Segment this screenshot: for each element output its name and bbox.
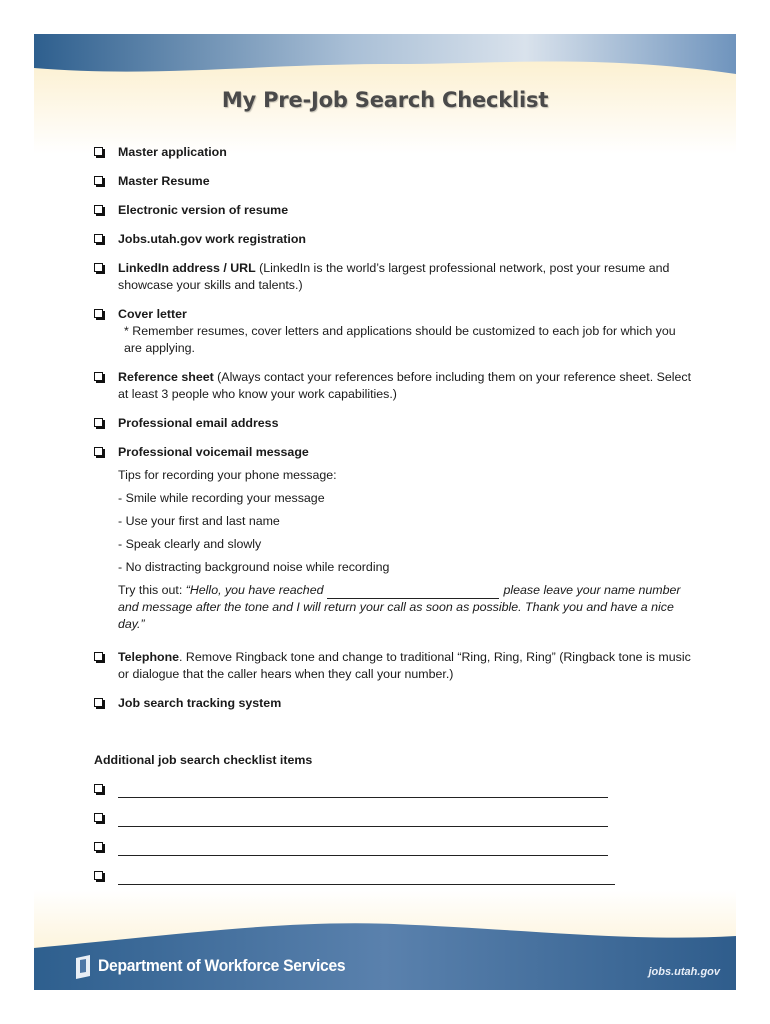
blank-line[interactable]: [118, 785, 608, 798]
name-blank: [327, 586, 499, 599]
checkbox-icon[interactable]: [94, 176, 103, 185]
additional-items-heading: Additional job search checklist items: [94, 753, 313, 767]
checkbox-icon[interactable]: [94, 418, 103, 427]
checklist-item-linkedin[interactable]: LinkedIn address / URL (LinkedIn is the world’s largest professional network, post your resume and showcase your skills and talents.): [94, 260, 694, 294]
checklist-item-work-registration[interactable]: Jobs.utah.gov work registration: [94, 231, 694, 248]
checklist-item-telephone[interactable]: Telephone. Remove Ringback tone and change to traditional “Ring, Ring, Ring” (Ringback tone is music or dialogue that the caller hears when they call your number.): [94, 649, 694, 683]
voicemail-tip: - Smile while recording your message: [118, 491, 325, 505]
checklist-item-email[interactable]: Professional email address: [94, 415, 694, 432]
page-title: My Pre-Job Search Checklist: [221, 88, 549, 112]
checklist-item-tracking-system[interactable]: Job search tracking system: [94, 695, 694, 712]
blank-line[interactable]: [118, 843, 608, 856]
checkbox-icon[interactable]: [94, 372, 103, 381]
checkbox-icon[interactable]: [94, 447, 103, 456]
checkbox-icon[interactable]: [94, 309, 103, 318]
checkbox-icon[interactable]: [94, 871, 103, 880]
checklist-page: [34, 34, 736, 990]
checklist-item-voicemail[interactable]: Professional voicemail message Tips for recording your phone message: - Smile while recording your message - Use your first and last name - Speak clearly and slowly - No distracting background noise while recording Try this out: “Hello, you have reached please leave your name number and message after the tone and I will return your call as soon as possible. Thank you and have a nice day.”: [94, 444, 694, 633]
checkbox-icon[interactable]: [94, 842, 103, 851]
voicemail-tip: - Speak clearly and slowly: [118, 537, 262, 551]
dws-logo-icon: [74, 954, 92, 980]
checkbox-icon[interactable]: [94, 205, 103, 214]
voicemail-tip: - Use your first and last name: [118, 514, 280, 528]
checklist-item-master-application[interactable]: Master application: [94, 144, 694, 161]
checklist-item-electronic-resume[interactable]: Electronic version of resume: [94, 202, 694, 219]
blank-line[interactable]: [118, 814, 608, 827]
blank-line[interactable]: [118, 872, 615, 885]
checkbox-icon[interactable]: [94, 652, 103, 661]
voicemail-script: Try this out: “Hello, you have reached please leave your name number and message after the tone and I will return your call as soon as possible. Thank you and have a nice day.”: [118, 583, 681, 631]
footer-site-link[interactable]: jobs.utah.gov: [648, 966, 720, 978]
voicemail-tip: - No distracting background noise while recording: [118, 560, 390, 574]
checklist-item-reference-sheet[interactable]: Reference sheet (Always contact your references before including them on your reference sheet. Select at least 3 people who know your work capabilities.): [94, 369, 694, 403]
cover-letter-note: * Remember resumes, cover letters and applications should be customized to each job for which you are applying.: [124, 324, 676, 355]
checklist-item-cover-letter[interactable]: Cover letter * Remember resumes, cover letters and applications should be customized to each job for which you are applying.: [94, 306, 694, 357]
checkbox-icon[interactable]: [94, 698, 103, 707]
additional-item-line[interactable]: [94, 868, 694, 886]
additional-item-line[interactable]: [94, 781, 694, 799]
checkbox-icon[interactable]: [94, 147, 103, 156]
footer-org-name: Department of Workforce Services: [98, 956, 346, 975]
additional-item-line[interactable]: [94, 810, 694, 828]
checklist-content: [94, 144, 694, 886]
checkbox-icon[interactable]: [94, 784, 103, 793]
checklist-item-master-resume[interactable]: Master Resume: [94, 173, 694, 190]
checkbox-icon[interactable]: [94, 234, 103, 243]
additional-item-line[interactable]: [94, 839, 694, 857]
voicemail-tips-heading: Tips for recording your phone message:: [118, 468, 337, 482]
checkbox-icon[interactable]: [94, 263, 103, 272]
checkbox-icon[interactable]: [94, 813, 103, 822]
